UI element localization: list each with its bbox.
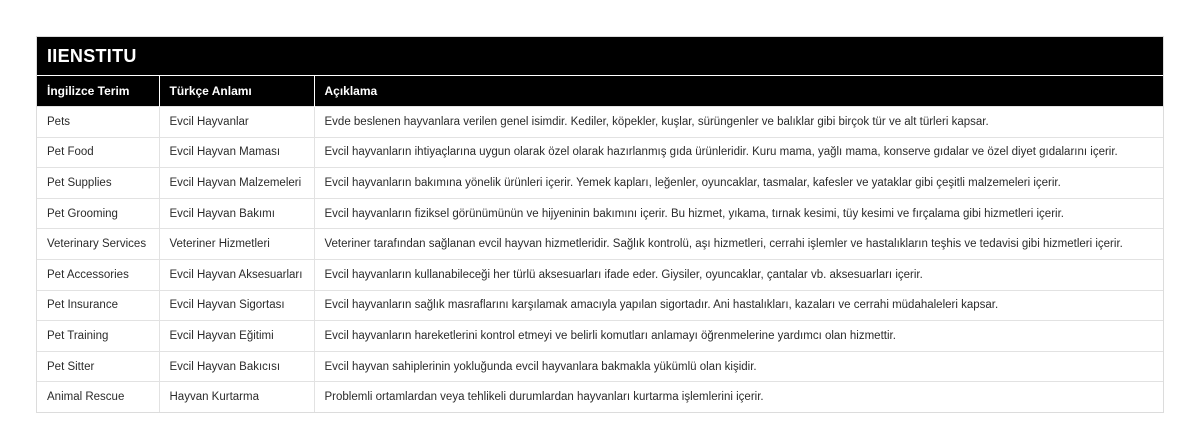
cell-description: Evcil hayvanların bakımına yönelik ürünleri içerir. Yemek kapları, leğenler, oyuncaklar, tasmalar, kafesler ve yataklar gibi çeşitli malzemeleri içerir.	[314, 168, 1163, 199]
cell-turkish-meaning: Evcil Hayvan Sigortası	[159, 290, 314, 321]
cell-description: Evcil hayvanların kullanabileceği her türlü aksesuarları ifade eder. Giysiler, oyuncaklar, çantalar vb. aksesuarları içerir.	[314, 259, 1163, 290]
table-row	[37, 351, 1163, 382]
cell-english-term: Pet Food	[37, 137, 159, 168]
cell-turkish-meaning: Evcil Hayvan Malzemeleri	[159, 168, 314, 199]
cell-english-term: Pets	[37, 107, 159, 138]
table-row	[37, 229, 1163, 260]
column-header-description: Açıklama	[314, 76, 1163, 107]
cell-english-term: Veterinary Services	[37, 229, 159, 260]
table-row	[37, 321, 1163, 352]
cell-description: Veteriner tarafından sağlanan evcil hayvan hizmetleridir. Sağlık kontrolü, aşı hizmetleri, cerrahi işlemler ve hastalıkların teşhis ve tedavisi gibi hizmetleri içerir.	[314, 229, 1163, 260]
brand-title: IIENSTITU	[37, 37, 1163, 75]
column-header-english-term: İngilizce Terim	[37, 76, 159, 107]
cell-turkish-meaning: Evcil Hayvan Bakımı	[159, 198, 314, 229]
cell-turkish-meaning: Hayvan Kurtarma	[159, 382, 314, 412]
cell-english-term: Pet Accessories	[37, 259, 159, 290]
cell-description: Evcil hayvanların sağlık masraflarını karşılamak amacıyla yapılan sigortadır. Ani hastalıkları, kazaları ve cerrahi müdahaleleri kapsar.	[314, 290, 1163, 321]
cell-turkish-meaning: Veteriner Hizmetleri	[159, 229, 314, 260]
cell-turkish-meaning: Evcil Hayvan Bakıcısı	[159, 351, 314, 382]
cell-english-term: Animal Rescue	[37, 382, 159, 412]
cell-description: Evcil hayvanların ihtiyaçlarına uygun olarak özel olarak hazırlanmış gıda ürünleridir. Kuru mama, yağlı mama, konserve gıdalar ve özel diyet gıdalarını içerir.	[314, 137, 1163, 168]
cell-english-term: Pet Sitter	[37, 351, 159, 382]
cell-english-term: Pet Training	[37, 321, 159, 352]
table-row	[37, 382, 1163, 412]
cell-english-term: Pet Insurance	[37, 290, 159, 321]
cell-description: Evde beslenen hayvanlara verilen genel isimdir. Kediler, köpekler, kuşlar, sürüngenler ve balıklar gibi birçok tür ve alt türleri kapsar.	[314, 107, 1163, 138]
table-row	[37, 168, 1163, 199]
cell-description: Evcil hayvan sahiplerinin yokluğunda evcil hayvanlara bakmakla yükümlü olan kişidir.	[314, 351, 1163, 382]
cell-english-term: Pet Grooming	[37, 198, 159, 229]
cell-turkish-meaning: Evcil Hayvan Aksesuarları	[159, 259, 314, 290]
cell-description: Evcil hayvanların hareketlerini kontrol etmeyi ve belirli komutları anlamayı öğrenmelerine yardımcı olan hizmettir.	[314, 321, 1163, 352]
table-row	[37, 137, 1163, 168]
glossary-table	[37, 75, 1163, 412]
cell-english-term: Pet Supplies	[37, 168, 159, 199]
cell-description: Problemli ortamlardan veya tehlikeli durumlardan hayvanları kurtarma işlemlerini içerir.	[314, 382, 1163, 412]
table-row	[37, 107, 1163, 138]
table-row	[37, 198, 1163, 229]
header-row	[37, 76, 1163, 107]
cell-description: Evcil hayvanların fiziksel görünümünün ve hijyeninin bakımını içerir. Bu hizmet, yıkama, tırnak kesimi, tüy kesimi ve fırçalama gibi hizmetleri içerir.	[314, 198, 1163, 229]
cell-turkish-meaning: Evcil Hayvan Eğitimi	[159, 321, 314, 352]
table-row	[37, 259, 1163, 290]
table-row	[37, 290, 1163, 321]
glossary-table-container	[36, 36, 1164, 413]
table-header	[37, 76, 1163, 107]
column-header-turkish-meaning: Türkçe Anlamı	[159, 76, 314, 107]
table-body	[37, 107, 1163, 412]
cell-turkish-meaning: Evcil Hayvanlar	[159, 107, 314, 138]
cell-turkish-meaning: Evcil Hayvan Maması	[159, 137, 314, 168]
